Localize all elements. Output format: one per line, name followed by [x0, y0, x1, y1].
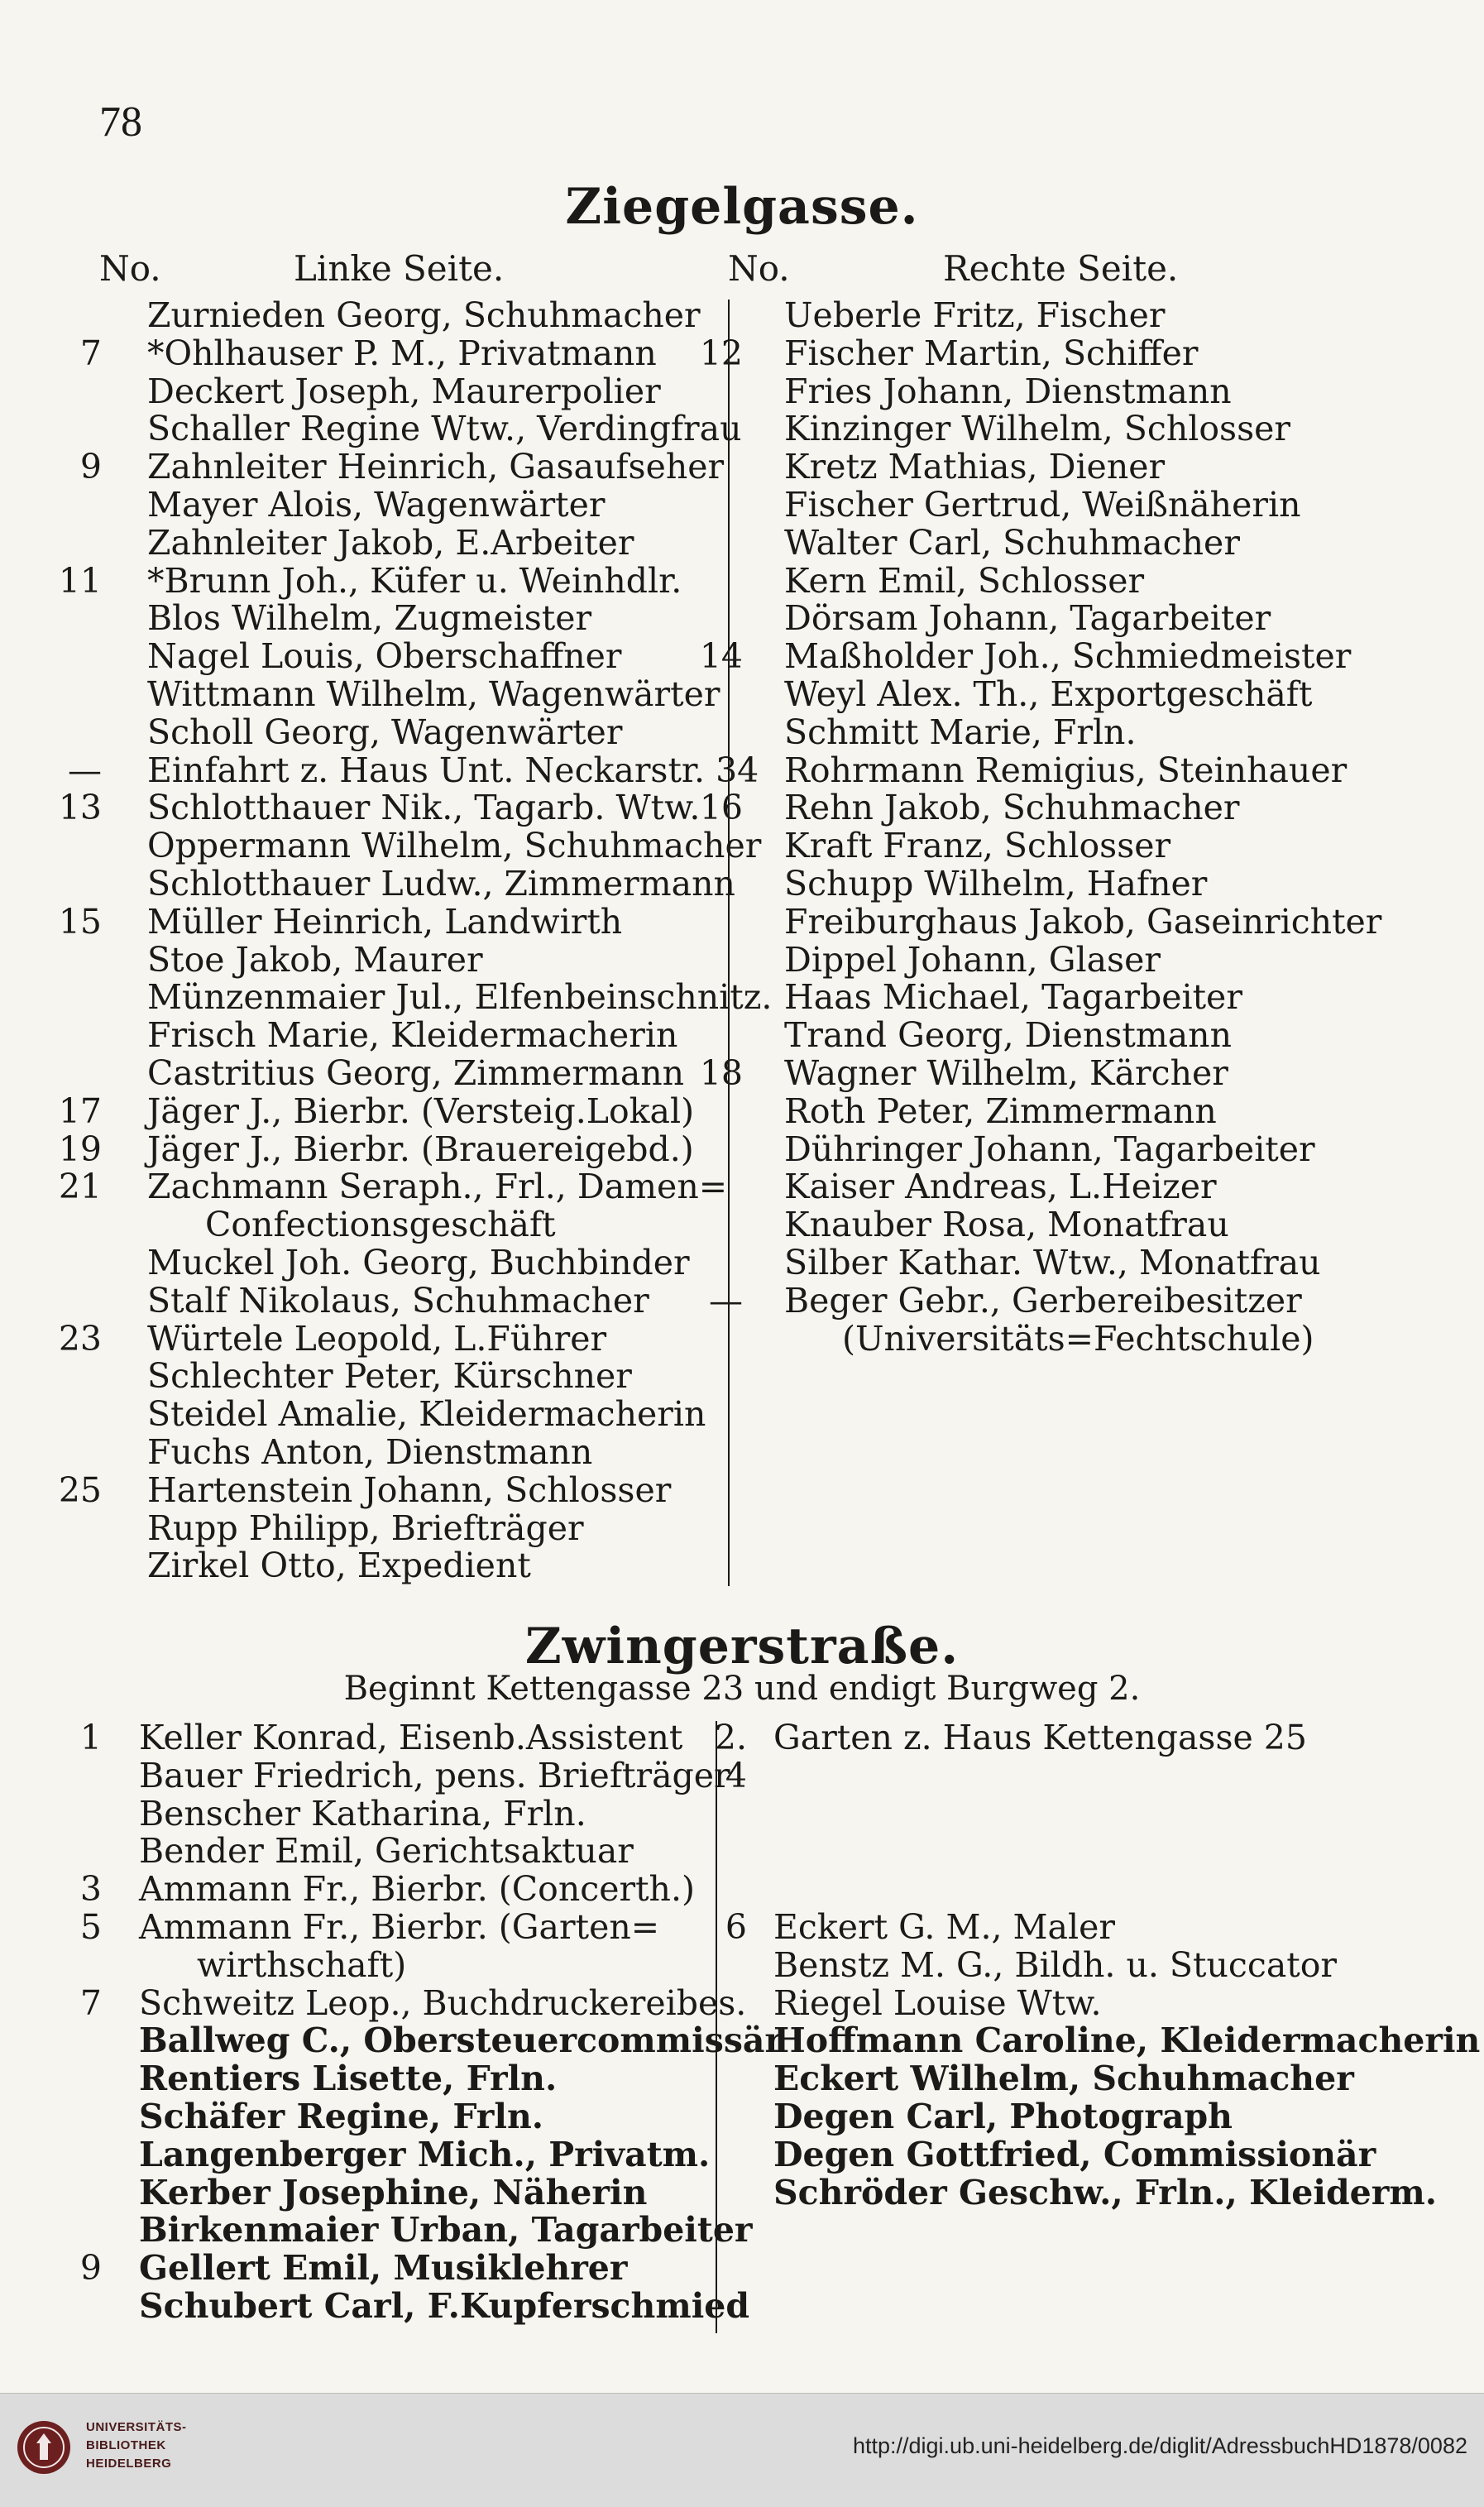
resident-entry: *Brunn Joh., Küfer u. Weinhdlr.	[147, 560, 682, 601]
resident-entry: Ammann Fr., Bierbr. (Garten=	[139, 1907, 660, 1947]
resident-entry: Schäfer Regine, Frln.	[139, 2097, 544, 2136]
resident-entry: Schubert Carl, F.Kupferschmied	[139, 2286, 750, 2326]
resident-entry: (Universitäts=Fechtschule)	[842, 1318, 1314, 1359]
resident-entry: Schlotthauer Ludw., Zimmermann	[147, 864, 735, 904]
resident-entry: Stalf Nikolaus, Schuhmacher	[147, 1280, 649, 1321]
house-number: 14	[699, 636, 743, 677]
resident-entry: Kraft Franz, Schlosser	[784, 826, 1171, 866]
resident-entry: Muckel Joh. Georg, Buchbinder	[147, 1243, 690, 1282]
resident-entry: Eckert G. M., Maler	[773, 1907, 1115, 1947]
resident-entry: Schaller Regine Wtw., Verdingfrau	[147, 409, 742, 449]
resident-entry: Rentiers Lisette, Frln.	[139, 2059, 558, 2099]
library-name-line1: UNIVERSITÄTS-	[86, 2420, 187, 2434]
house-number: 3	[79, 1869, 102, 1910]
resident-entry: Kaiser Andreas, L.Heizer	[784, 1167, 1217, 1207]
house-number: 9	[79, 447, 102, 487]
resident-entry: Bauer Friedrich, pens. Briefträger	[139, 1755, 730, 1795]
house-number: —	[709, 1280, 743, 1321]
resident-entry: Schröder Geschw., Frln., Kleiderm.	[773, 2172, 1437, 2212]
resident-entry: Knauber Rosa, Monatfrau	[784, 1205, 1229, 1245]
resident-entry: Bender Emil, Gerichtsaktuar	[139, 1831, 634, 1872]
resident-entry: Zahnleiter Heinrich, Gasaufseher	[147, 447, 725, 487]
resident-entry: Trand Georg, Dienstmann	[784, 1015, 1232, 1056]
resident-entry: Müller Heinrich, Landwirth	[147, 901, 623, 942]
resident-entry: Roth Peter, Zimmermann	[784, 1091, 1217, 1131]
resident-entry: Wittmann Wilhelm, Wagenwärter	[147, 674, 720, 714]
resident-entry: Haas Michael, Tagarbeiter	[784, 977, 1242, 1018]
resident-entry: Fries Johann, Dienstmann	[784, 371, 1232, 411]
resident-entry: Schlechter Peter, Kürschner	[147, 1356, 632, 1397]
resident-entry: Hartenstein Johann, Schlosser	[147, 1469, 672, 1510]
column-header-left-side: Linke Seite.	[294, 248, 505, 289]
resident-entry: Dippel Johann, Glaser	[784, 939, 1161, 980]
resident-entry: Langenberger Mich., Privatm.	[139, 2134, 711, 2174]
house-number: 6	[725, 1907, 747, 1947]
house-number: 17	[58, 1091, 102, 1131]
library-name-line3: HEIDELBERG	[86, 2457, 172, 2471]
university-seal-icon	[15, 2418, 73, 2476]
resident-entry: Benscher Katharina, Frln.	[139, 1793, 586, 1834]
page-number: 78	[99, 98, 142, 146]
resident-entry: Stoe Jakob, Maurer	[147, 939, 483, 980]
library-name-line2: BIBLIOTHEK	[86, 2438, 166, 2452]
resident-entry: Ueberle Fritz, Fischer	[784, 295, 1166, 335]
resident-entry: Jäger J., Bierbr. (Brauereigebd.)	[147, 1129, 694, 1169]
resident-entry: Rupp Philipp, Briefträger	[147, 1508, 584, 1548]
resident-entry: Fuchs Anton, Dienstmann	[147, 1432, 593, 1472]
resident-entry: Kern Emil, Schlosser	[784, 560, 1145, 601]
resident-entry: Beger Gebr., Gerbereibesitzer	[784, 1280, 1302, 1321]
resident-entry: Castritius Georg, Zimmermann	[147, 1053, 685, 1093]
resident-entry: Schupp Wilhelm, Hafner	[784, 864, 1208, 904]
street-title-zwingerstrasse: Zwingerstraße.	[524, 1618, 960, 1675]
house-number: 16	[699, 788, 743, 828]
resident-entry: Mayer Alois, Wagenwärter	[147, 485, 606, 525]
resident-entry: Kinzinger Wilhelm, Schlosser	[784, 409, 1290, 449]
resident-entry: wirthschaft)	[197, 1944, 407, 1985]
resident-entry: Schlotthauer Nik., Tagarb. Wtw.	[147, 788, 701, 828]
library-logo-text	[86, 2418, 187, 2473]
resident-entry: Eckert Wilhelm, Schuhmacher	[773, 2059, 1354, 2099]
resident-entry: Frisch Marie, Kleidermacherin	[147, 1015, 678, 1056]
resident-entry: Würtele Leopold, L.Führer	[147, 1318, 607, 1359]
house-number: 7	[79, 333, 102, 373]
resident-entry: Rehn Jakob, Schuhmacher	[784, 788, 1240, 828]
house-number: 7	[79, 1982, 102, 2023]
resident-entry: Zirkel Otto, Expedient	[147, 1546, 531, 1586]
resident-entry: Dörsam Johann, Tagarbeiter	[784, 598, 1271, 639]
column-header-no-right: No.	[728, 248, 790, 289]
resident-entry: Riegel Louise Wtw.	[773, 1982, 1102, 2023]
footer-bar	[0, 2393, 1484, 2507]
street-subtitle: Beginnt Kettengasse 23 und endigt Burgweg 2.	[343, 1670, 1141, 1708]
resident-entry: Nagel Louis, Oberschaffner	[147, 636, 622, 677]
resident-entry: Jäger J., Bierbr. (Versteig.Lokal)	[147, 1091, 695, 1131]
resident-entry: Ballweg C., Obersteuercommissär	[139, 2020, 783, 2061]
resident-entry: Degen Gottfried, Commissionär	[773, 2134, 1376, 2174]
resident-entry: Zahnleiter Jakob, E.Arbeiter	[147, 522, 634, 563]
resident-entry: Oppermann Wilhelm, Schuhmacher	[147, 826, 762, 866]
resident-entry: Rohrmann Remigius, Steinhauer	[784, 750, 1348, 790]
resident-entry: Einfahrt z. Haus Unt. Neckarstr. 34	[147, 750, 759, 790]
resident-entry: Keller Konrad, Eisenb.Assistent	[139, 1718, 683, 1757]
resident-entry: Schweitz Leop., Buchdruckereibes.	[139, 1982, 747, 2023]
house-number: 2. 4	[714, 1718, 747, 1795]
resident-entry: Blos Wilhelm, Zugmeister	[147, 598, 592, 639]
resident-entry: Gellert Emil, Musiklehrer	[139, 2248, 628, 2289]
column-header-right-side: Rechte Seite.	[943, 248, 1179, 289]
house-number: 9	[79, 2248, 102, 2289]
resident-entry: Benstz M. G., Bildh. u. Stuccator	[773, 1944, 1338, 1985]
resident-entry: Maßholder Joh., Schmiedmeister	[784, 636, 1352, 677]
house-number: —	[68, 750, 102, 790]
resident-entry: Münzenmaier Jul., Elfenbeinschnitz.	[147, 977, 773, 1018]
house-number: 21	[58, 1167, 102, 1207]
resident-entry: Scholl Georg, Wagenwärter	[147, 712, 623, 752]
resident-entry: Schmitt Marie, Frln.	[784, 712, 1137, 752]
resident-entry: Confectionsgeschäft	[205, 1205, 556, 1245]
house-number: 5	[79, 1907, 102, 1947]
source-url-link[interactable]: http://digi.ub.uni-heidelberg.de/diglit/AdressbuchHD1878/0082	[852, 2433, 1467, 2458]
column-divider	[728, 300, 730, 1586]
resident-entry: Kretz Mathias, Diener	[784, 447, 1166, 487]
resident-entry: Birkenmaier Urban, Tagarbeiter	[139, 2210, 753, 2251]
resident-entry: Zachmann Seraph., Frl., Damen=	[147, 1167, 728, 1207]
house-number: 25	[58, 1469, 102, 1510]
street-title-ziegelgasse: Ziegelgasse.	[565, 178, 919, 236]
resident-entry: Garten z. Haus Kettengasse 25	[773, 1718, 1307, 1757]
resident-entry: Wagner Wilhelm, Kärcher	[784, 1053, 1228, 1093]
house-number: 18	[699, 1053, 743, 1093]
resident-entry: Weyl Alex. Th., Exportgeschäft	[784, 674, 1313, 714]
column-header-no-left: No.	[99, 248, 161, 289]
resident-entry: Silber Kathar. Wtw., Monatfrau	[784, 1243, 1321, 1282]
resident-entry: Kerber Josephine, Näherin	[139, 2172, 648, 2212]
resident-entry: Deckert Joseph, Maurerpolier	[147, 371, 661, 411]
house-number: 1	[79, 1718, 102, 1757]
resident-entry: Fischer Martin, Schiffer	[784, 333, 1199, 373]
resident-entry: Hoffmann Caroline, Kleidermacherin	[773, 2020, 1481, 2061]
resident-entry: Ammann Fr., Bierbr. (Concerth.)	[139, 1869, 695, 1910]
resident-entry: *Ohlhauser P. M., Privatmann	[147, 333, 657, 373]
resident-entry: Freiburghaus Jakob, Gaseinrichter	[784, 901, 1382, 942]
resident-entry: Steidel Amalie, Kleidermacherin	[147, 1394, 706, 1435]
house-number: 13	[58, 788, 102, 828]
resident-entry: Walter Carl, Schuhmacher	[784, 522, 1240, 563]
house-number: 11	[58, 560, 102, 601]
resident-entry: Dühringer Johann, Tagarbeiter	[784, 1129, 1315, 1169]
resident-entry: Degen Carl, Photograph	[773, 2097, 1233, 2136]
house-number: 15	[58, 901, 102, 942]
resident-entry: Fischer Gertrud, Weißnäherin	[784, 485, 1301, 525]
resident-entry: Zurnieden Georg, Schuhmacher	[147, 295, 701, 335]
house-number: 12	[699, 333, 743, 373]
house-number: 23	[58, 1318, 102, 1359]
house-number: 19	[58, 1129, 102, 1169]
